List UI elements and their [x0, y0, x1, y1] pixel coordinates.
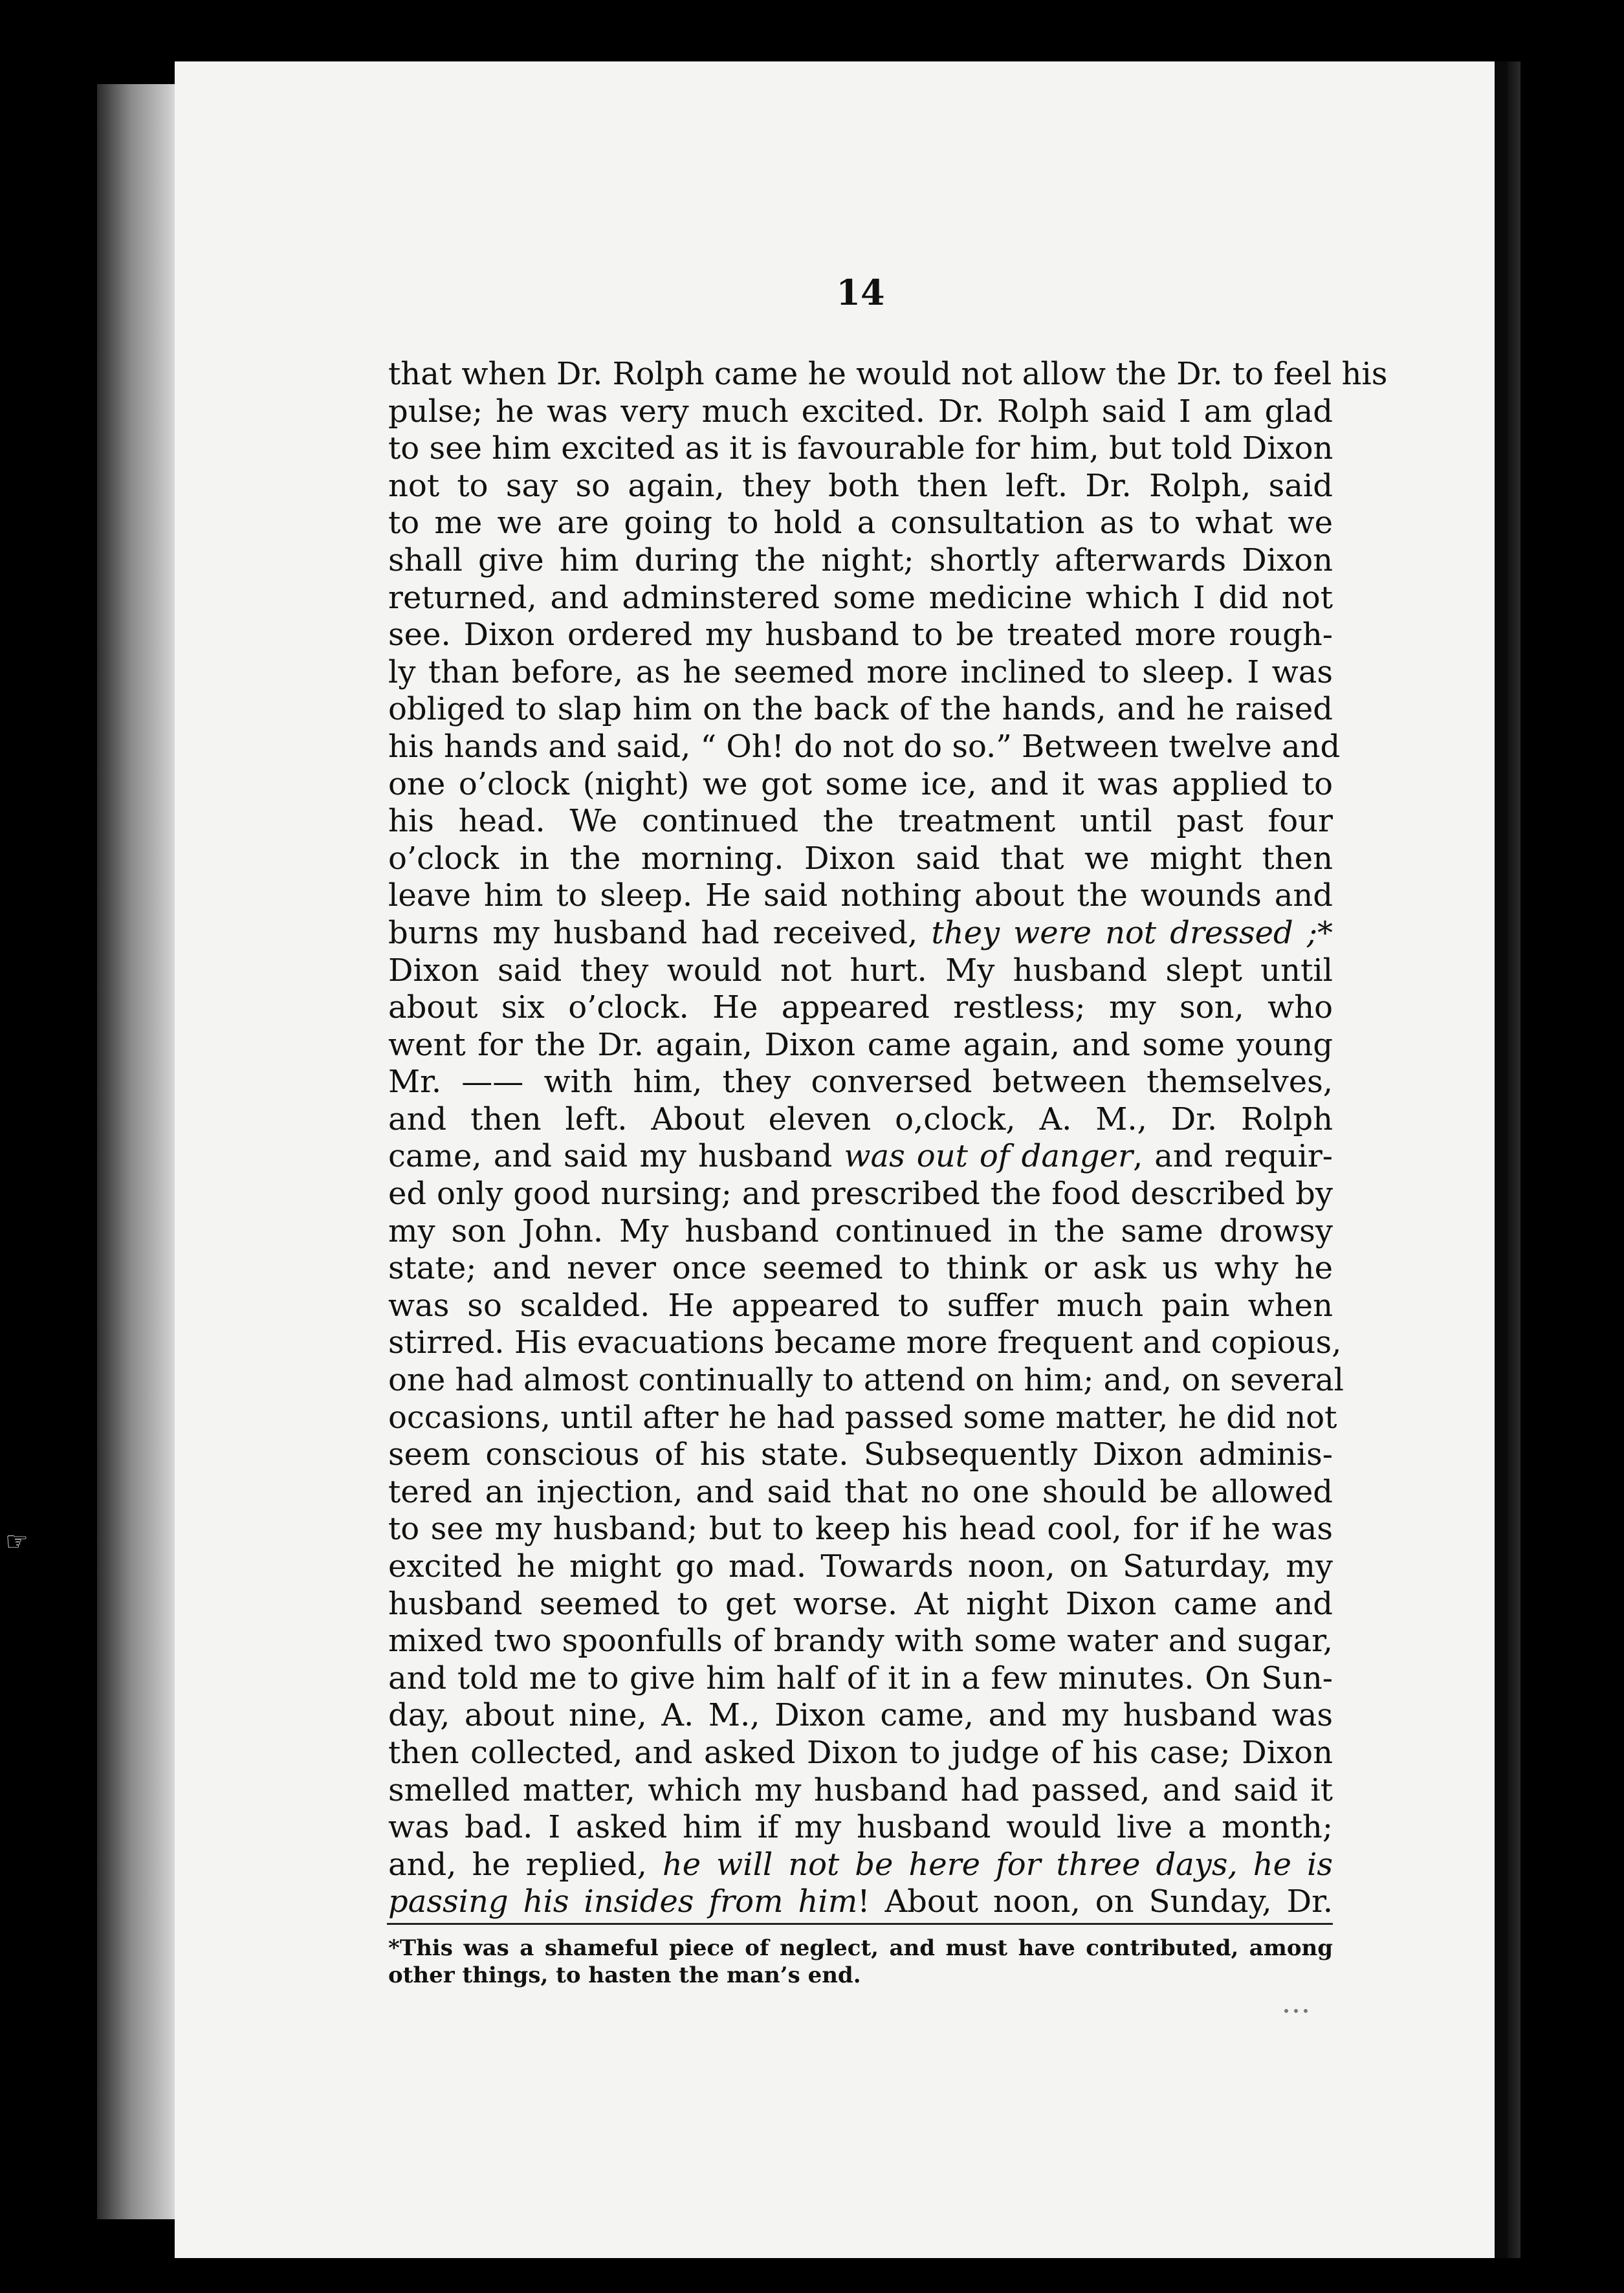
text-line: stirred. His evacuations became more frequent and copious, [388, 1324, 1342, 1361]
text-line: to me we are going to hold a consultation as to what we [388, 505, 1333, 542]
text-line: to see my husband; but to keep his head cool, for if he was [388, 1511, 1333, 1548]
text-line: day, about nine, A. M., Dixon came, and my husband was [388, 1697, 1333, 1734]
footnote-line: *This was a shameful piece of neglect, and must have contributed, among [388, 1935, 1333, 1961]
text-line: tered an injection, and said that no one should be allowed [388, 1473, 1333, 1510]
text-line [388, 1847, 1333, 1884]
footnote-line: other things, to hasten the man’s end. [388, 1962, 861, 1988]
footnote-divider [387, 1923, 1333, 1925]
text-line: ed only good nursing; and prescribed the food described by [388, 1176, 1333, 1212]
scan-speck [1284, 2009, 1288, 2013]
text-line: one o’clock (night) we got some ice, and it was applied to [388, 765, 1333, 802]
margin-mark-icon: ☞ [5, 1527, 28, 1557]
text-line: state; and never once seemed to think or ask us why he [388, 1250, 1333, 1287]
scan-speck [1294, 2009, 1298, 2013]
text-run: and, he replied, [388, 1846, 663, 1883]
text-line: see. Dixon ordered my husband to be treated more rough- [388, 617, 1333, 653]
italic-emphasis: he will not be here for three days, he is [662, 1846, 1333, 1883]
text-line: occasions, until after he had passed some matter, he did not [388, 1399, 1337, 1436]
text-line: Mr. —— with him, they conversed between themselves, [388, 1064, 1333, 1101]
italic-emphasis: passing his insides from him [388, 1883, 858, 1920]
text-line: smelled matter, which my husband had passed, and said it [388, 1772, 1333, 1808]
text-line: his head. We continued the treatment until past four [388, 803, 1333, 840]
text-line: to see him excited as it is favourable for him, but told Dixon [388, 430, 1333, 467]
text-line: was bad. I asked him if my husband would live a month; [388, 1809, 1333, 1846]
text-line: returned, and adminstered some medicine which I did not [388, 579, 1333, 616]
text-line: seem conscious of his state. Subsequently Dixon adminis- [388, 1436, 1333, 1473]
text-line: and told me to give him half of it in a few minutes. On Sun- [388, 1660, 1333, 1696]
text-line: husband seemed to get worse. At night Dixon came and [388, 1585, 1333, 1622]
text-line: o’clock in the morning. Dixon said that we might then [388, 840, 1333, 877]
text-run: burns my husband had received, [388, 914, 932, 951]
text-line [388, 1883, 1333, 1921]
text-line: pulse; he was very much excited. Dr. Rolph said I am glad [388, 393, 1333, 430]
text-line: my son John. My husband continued in the same drowsy [388, 1212, 1333, 1249]
text-line [388, 915, 1333, 952]
body-text [388, 356, 1388, 1921]
text-line: about six o’clock. He appeared restless; my son, who [388, 989, 1333, 1026]
text-run: , and requir- [1132, 1138, 1333, 1175]
text-line: leave him to sleep. He said nothing about the wounds and [388, 877, 1333, 914]
text-line: ly than before, as he seemed more inclined to sleep. I was [388, 653, 1333, 690]
text-line: Dixon said they would not hurt. My husband slept until [388, 952, 1333, 989]
text-line: his hands and said, “ Oh! do not do so.” Between twelve and [388, 728, 1341, 765]
page-number: 14 [836, 272, 885, 313]
italic-emphasis: they were not dressed ;* [931, 914, 1333, 951]
text-line: was so scalded. He appeared to suffer much pain when [388, 1287, 1333, 1324]
text-run: came, and said my husband [388, 1138, 844, 1175]
scan-speck [1304, 2009, 1308, 2013]
text-line: went for the Dr. again, Dixon came again, and some young [388, 1026, 1333, 1063]
text-line: mixed two spoonfulls of brandy with some water and sugar, [388, 1623, 1333, 1660]
text-line: and then left. About eleven o,clock, A. M., Dr. Rolph [388, 1101, 1333, 1137]
text-line: not to say so again, they both then left. Dr. Rolph, said [388, 467, 1333, 504]
text-line: excited he might go mad. Towards noon, on Saturday, my [388, 1548, 1333, 1585]
facing-page-edge [1508, 61, 1520, 2258]
footnote [388, 1935, 1333, 1989]
text-line: that when Dr. Rolph came he would not allow the Dr. to feel his [388, 356, 1388, 392]
italic-emphasis: was out of danger [844, 1138, 1133, 1175]
text-run: ! About noon, on Sunday, Dr. [857, 1883, 1333, 1920]
book-spine-shadow [97, 84, 181, 2219]
text-line: obliged to slap him on the back of the hands, and he raised [388, 691, 1333, 728]
text-line: one had almost continually to attend on him; and, on several [388, 1362, 1344, 1399]
text-line: then collected, and asked Dixon to judge of his case; Dixon [388, 1734, 1333, 1771]
text-line: shall give him during the night; shortly afterwards Dixon [388, 542, 1333, 578]
text-line [388, 1138, 1333, 1176]
